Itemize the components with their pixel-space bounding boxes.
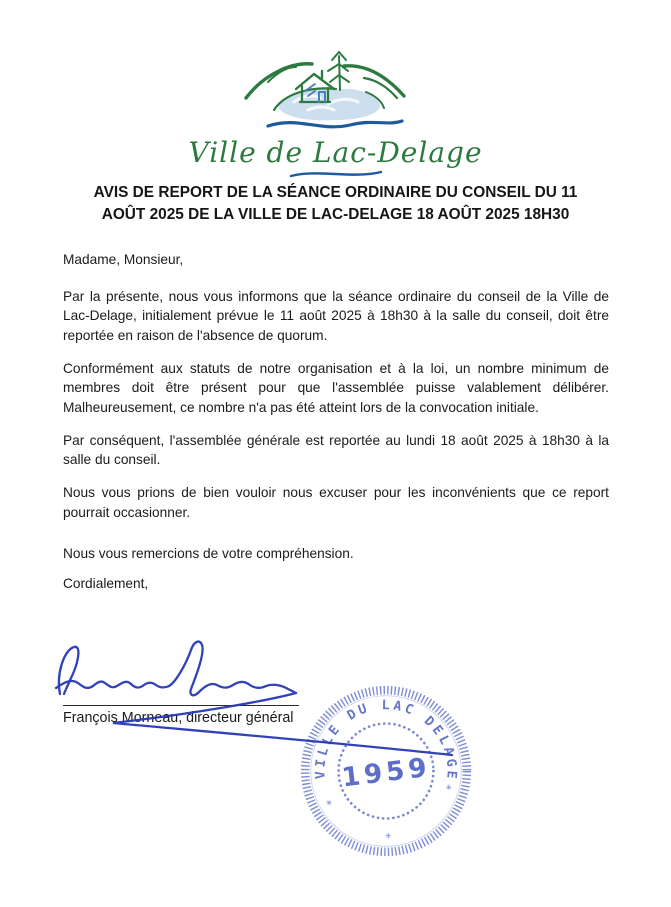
signature-line — [63, 705, 299, 706]
city-logo-icon — [216, 44, 456, 144]
paragraph-new-date: Par conséquent, l'assemblée générale est reportée au lundi 18 août 2025 à 18h30 à la salle du conseil. — [63, 432, 609, 467]
stamp-year: 1959 — [340, 752, 433, 794]
wave-icon — [268, 121, 402, 127]
stamp-arc-text: VILLE DU LAC DELAGE — [313, 698, 459, 783]
paragraph-thanks: Nous vous remercions de votre compréhension. — [63, 546, 354, 561]
closing-salutation: Cordialement, — [63, 575, 149, 591]
tree-icon — [328, 52, 349, 90]
paragraph-quorum-rule: Conformément aux statuts de notre organisation et à la loi, un nombre minimum de membres doit être présent pour que l'assemblée puisse valablement délibérer. Malheureusement, ce nombre n'a pas été atteint lors de la convocation initiale. — [63, 360, 609, 415]
stamp-star-left-icon: ✳ — [325, 797, 332, 809]
salutation: Madame, Monsieur, — [63, 252, 184, 267]
stamp-star-bottom-icon: ✳ — [384, 830, 392, 842]
wordmark-underline-swoosh-icon — [288, 169, 384, 179]
stamp-star-right-icon: ✳ — [445, 782, 452, 794]
paragraph-apology: Nous vous prions de bien vouloir nous excuser pour les inconvénients que ce report pourrait occasionner. — [63, 485, 609, 520]
logo-wordmark: Ville de Lac-Delage — [188, 136, 483, 169]
signatory-name: François Morneau, directeur général — [63, 710, 294, 726]
paragraph-postponement: Par la présente, nous vous informons que la séance ordinaire du conseil de la Ville de Lac-Delage, initialement prévue le 11 août 2025 à 18h30 à la salle du conseil, doit être reportée en raison de l'absence de quorum. — [63, 288, 609, 343]
official-seal-stamp — [285, 670, 487, 872]
notice-title-line2: AOÛT 2025 DE LA VILLE DE LAC-DELAGE 18 AOÛT 2025 18H30 — [101, 205, 570, 223]
logo-block — [0, 44, 671, 179]
notice-title-line1: AVIS DE REPORT DE LA SÉANCE ORDINAIRE DU CONSEIL DU 11 — [93, 184, 578, 201]
notice-title — [40, 182, 631, 225]
letter-body — [63, 250, 609, 607]
